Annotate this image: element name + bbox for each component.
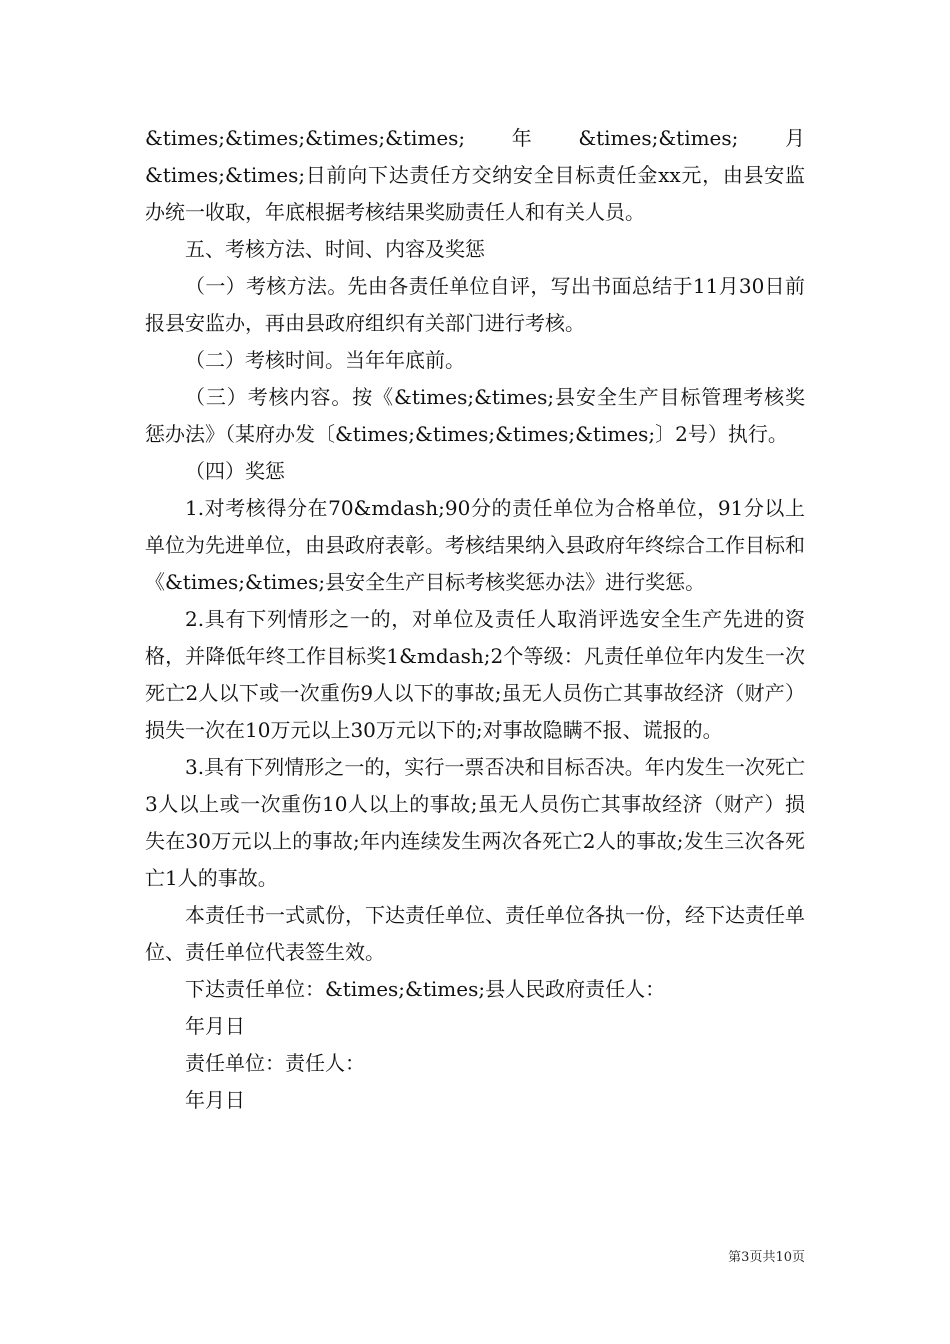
paragraph-item-2: 2.具有下列情形之一的，对单位及责任人取消评选安全生产先进的资格，并降低年终工作目标奖1&mdash;2个等级：凡责任单位年内发生一次死亡2人以下或一次重伤9人以下的事故;虽无人员伤亡其事故经济（财产）损失一次在10万元以上30万元以下的;对事故隐瞒不报、谎报的。 (145, 607, 805, 742)
paragraph-deposit: &times;&times;日前向下达责任方交纳安全目标责任金xx元，由县安监办统一收取，年底根据考核结果奖励责任人和有关人员。 (145, 163, 805, 224)
signature-unit: 责任单位：责任人： (185, 1051, 365, 1075)
date-line (145, 120, 805, 157)
paragraph-item-1: 1.对考核得分在70&mdash;90分的责任单位为合格单位，91分以上单位为先进单位，由县政府表彰。考核结果纳入县政府年终综合工作目标和《&times;&times;县安全生产目标考核奖惩办法》进行奖惩。 (145, 496, 805, 594)
paragraph-content: （三）考核内容。按《&times;&times;县安全生产目标管理考核奖惩办法》（某府办发〔&times;&times;&times;&times;〕2号）执行。 (145, 385, 805, 446)
date-part-4: 月 (784, 126, 805, 150)
paragraph-rewards-heading: （四）奖惩 (185, 459, 285, 483)
section-heading-assessment: 五、考核方法、时间、内容及奖惩 (185, 237, 485, 261)
document-body (145, 120, 805, 1119)
paragraph-item-3: 3.具有下列情形之一的，实行一票否决和目标否决。年内发生一次死亡3人以上或一次重伤10人以上的事故;虽无人员伤亡其事故经济（财产）损失在30万元以上的事故;年内连续发生两次各死亡2人的事故;发生三次各死亡1人的事故。 (145, 755, 805, 890)
signature-issuer: 下达责任单位：&times;&times;县人民政府责任人： (185, 977, 666, 1001)
signature-issuer-date: 年月日 (185, 1014, 245, 1038)
date-part-2: 年 (511, 126, 532, 150)
date-part-1: &times;&times;&times;&times; (145, 126, 466, 150)
paragraph-copies: 本责任书一式贰份，下达责任单位、责任单位各执一份，经下达责任单位、责任单位代表签生效。 (145, 903, 805, 964)
signature-unit-date: 年月日 (185, 1088, 245, 1112)
paragraph-method: （一）考核方法。先由各责任单位自评，写出书面总结于11月30日前报县安监办，再由县政府组织有关部门进行考核。 (145, 274, 805, 335)
page-number: 第3页共10页 (728, 1250, 805, 1265)
paragraph-time: （二）考核时间。当年年底前。 (185, 348, 465, 372)
date-part-3: &times;&times; (578, 126, 739, 150)
